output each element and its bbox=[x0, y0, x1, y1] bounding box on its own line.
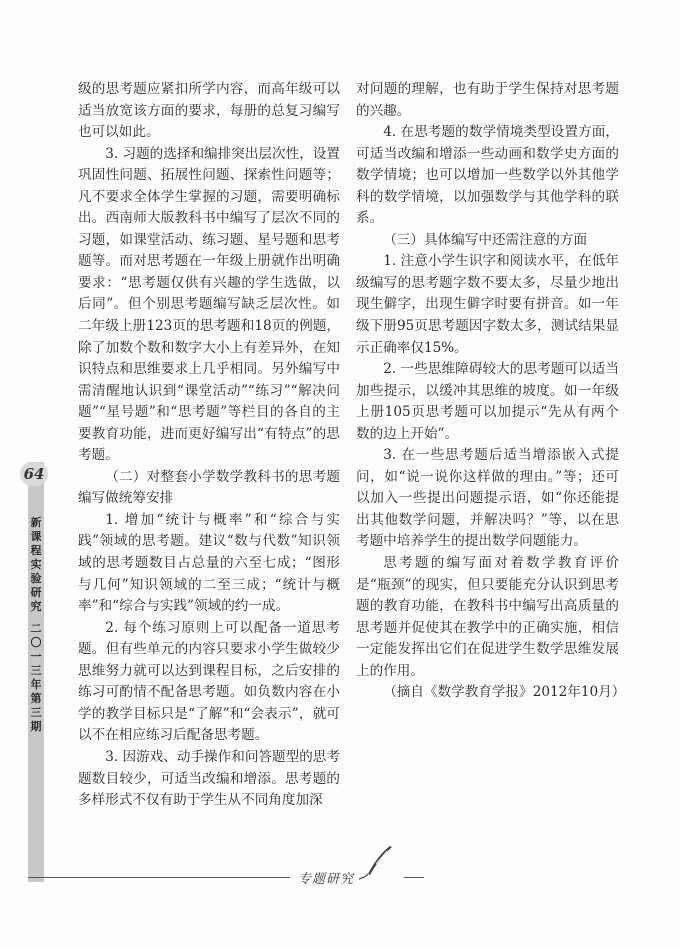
footer-rule bbox=[28, 877, 290, 878]
paragraph: 思考题的编写面对着数学教育评价是“瓶颈”的现实，但只要能充分认识到思考题的教育功能，在教科书中编写出高质量的思考题并促使其在教学中的正确实施，相信一定能发挥出它们在促进学生数学思维发展上的作用。 bbox=[356, 555, 619, 679]
paragraph: 3. 习题的选择和编排突出层次性，设置巩固性问题、拓展性问题、探索性问题等；凡不要求全体学生掌握的习题，需要明确标出。西南师大版教科书中编写了层次不同的习题，如课堂活动、练习题、星号题和思考题等。而对思考题在一年级上册就作出明确要求：“思考题仅供有兴趣的学生选做，以后同”。但个别思考题编写缺乏层次性。如二年级上册123页的思考题和18页的例题，除了加数个数和数字大小上有差异外，在知识特点和思维要求上几乎相同。另外编写中需清醒地认识到“课堂活动”“练习”“解决问题”“星号题”和“思考题”等栏目的各自的主要教育功能，进而更好编写出“有特点”的思考题。 bbox=[78, 145, 340, 464]
section-heading: （二）对整套小学数学教科书的思考题编写做统筹安排 bbox=[78, 468, 340, 507]
section-heading: （三）具体编写中还需注意的方面 bbox=[383, 231, 588, 248]
paragraph: 级的思考题应紧扣所学内容，而高年级可以适当放宽该方面的要求，每册的总复习编写也可以如此。 bbox=[78, 81, 340, 141]
paragraph: 1. 增加“统计与概率”和“综合与实践”领域的思考题。建议“数与代数”知识领域的思考题数目占总量的六至七成；“图形与几何”知识领域的二至三成；“统计与概率”和“综合与实践”领域的约一成。 bbox=[78, 511, 340, 615]
paragraph: 3. 在一些思考题后适当增添嵌入式提问，如“说一说你这样做的理由。”等；还可以加入一些提出问题提示语，如“你还能提出其他数学问题，并解决吗？”等，以在思考题中培养学生的提出数学问题能力。 bbox=[356, 447, 619, 550]
page-number: 64 bbox=[20, 462, 48, 486]
paragraph: 2. 每个练习原则上可以配备一道思考题。但有些单元的内容只要求小学生做较少思维努力就可以达到课程目标，之后安排的练习可酌情不配备思考题。如负数内容在小学的教学目标只是“了解”和“会表示”，就可以不在相应练习后配备思考题。 bbox=[78, 619, 340, 744]
footer-section-label: 专题研究 bbox=[298, 872, 355, 887]
left-column bbox=[78, 79, 340, 812]
paragraph: 1. 注意小学生识字和阅读水平，在低年级编写的思考题字数不要太多，尽量少地出现生僻字，出现生僻字时要有拼音。如一年级下册95页思考题因字数太多，测试结果显示正确率仅15%。 bbox=[356, 253, 619, 356]
paragraph: 4. 在思考题的数学情境类型设置方面，可适当改编和增添一些动画和数学史方面的数学情境；也可以增加一些数学以外其他学科的数学情境，以加强数学与其他学科的联系。 bbox=[356, 124, 619, 227]
paragraph: 3. 因游戏、动手操作和问答题型的思考题数目较少，可适当改编和增添。思考题的多样形式不仅有助于学生从不同角度加深 bbox=[78, 748, 340, 809]
source-citation: （摘自《数学教育学报》2012年10月） bbox=[383, 684, 626, 701]
journal-info bbox=[29, 516, 43, 734]
quill-pen-icon bbox=[356, 842, 396, 882]
paragraph: 对问题的理解，也有助于学生保持对思考题的兴趣。 bbox=[356, 81, 619, 119]
footer-rule-right bbox=[404, 877, 424, 878]
journal-issue: 二〇一三年第三期 bbox=[30, 622, 42, 733]
right-column bbox=[356, 79, 626, 704]
journal-name: 新课程实验研究 bbox=[30, 516, 42, 613]
paragraph: 2. 一些思维障碍较大的思考题可以适当加些提示，以缓冲其思维的坡度。如一年级上册105页思考题可以加提示“先从有两个数的边上开始”。 bbox=[356, 361, 619, 442]
